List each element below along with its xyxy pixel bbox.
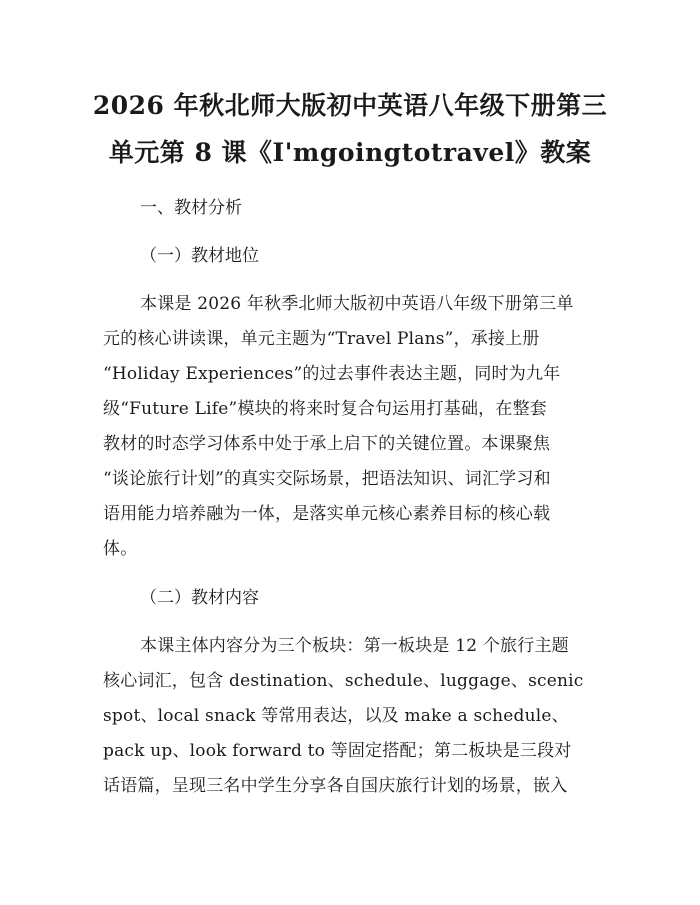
subsection-heading-textbook-content: （二）教材内容 (140, 588, 259, 608)
paragraph-1-line: 级“Future Life”模块的将来时复合句运用打基础，在整套 (103, 399, 547, 419)
paragraph-1-line: 元的核心讲读课，单元主题为“Travel Plans”，承接上册 (103, 329, 540, 349)
paragraph-1-line: 体。 (103, 539, 138, 559)
paragraph-2-line: spot、local snack 等常用表达，以及 make a schedule、 (103, 706, 569, 726)
document-title-line-1: 2026 年秋北师大版初中英语八年级下册第三 (92, 91, 608, 120)
document-title-line-2: 单元第 8 课《I'mgoingtotravel》教案 (108, 138, 592, 167)
paragraph-1-line: 教材的时态学习体系中处于承上启下的关键位置。本课聚焦 (103, 434, 551, 454)
paragraph-1-line: 语用能力培养融为一体，是落实单元核心素养目标的核心载 (103, 504, 551, 524)
paragraph-2-line: pack up、look forward to 等固定搭配；第二板块是三段对 (103, 741, 572, 761)
paragraph-1-line: “谈论旅行计划”的真实交际场景，把语法知识、词汇学习和 (103, 469, 551, 489)
paragraph-1-line: “Holiday Experiences”的过去事件表达主题，同时为九年 (103, 364, 561, 384)
paragraph-2-line: 话语篇，呈现三名中学生分享各自国庆旅行计划的场景，嵌入 (103, 776, 568, 796)
paragraph-2-line: 本课主体内容分为三个板块：第一板块是 12 个旅行主题 (140, 636, 569, 656)
paragraph-2-line: 核心词汇，包含 destination、schedule、luggage、scenic (103, 671, 584, 691)
section-heading-textbook-analysis: 一、教材分析 (140, 198, 242, 218)
paragraph-1-line: 本课是 2026 年秋季北师大版初中英语八年级下册第三单 (140, 294, 574, 314)
subsection-heading-textbook-status: （一）教材地位 (140, 246, 259, 266)
